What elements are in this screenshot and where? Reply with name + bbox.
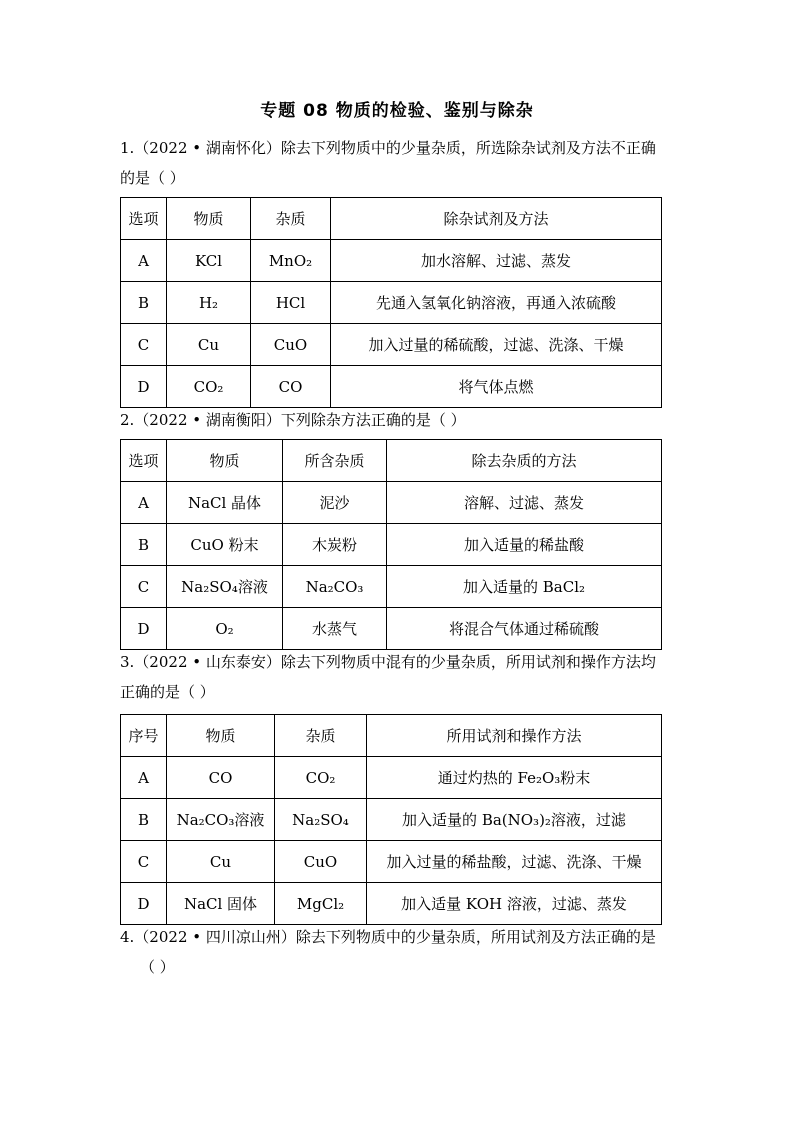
table-cell: C	[121, 841, 167, 883]
question-1	[120, 133, 685, 193]
table-cell: O₂	[167, 608, 283, 650]
table-row	[121, 524, 662, 566]
table-cell: 加入适量的 Ba(NO₃)₂溶液，过滤	[367, 799, 662, 841]
table-cell: CO	[167, 757, 275, 799]
table-cell: 先通入氢氧化钠溶液，再通入浓硫酸	[331, 282, 662, 324]
table-header-cell: 杂质	[275, 715, 367, 757]
table-cell: 水蒸气	[283, 608, 387, 650]
table-cell: 加入过量的稀硫酸，过滤、洗涤、干燥	[331, 324, 662, 366]
question-1-stem-line2: 的是（ ）	[120, 169, 185, 187]
table-header-cell: 所含杂质	[283, 440, 387, 482]
table-cell: 将混合气体通过稀硫酸	[387, 608, 662, 650]
page-title: 专题 08 物质的检验、鉴别与除杂	[260, 101, 534, 121]
table-cell: D	[121, 366, 167, 408]
table-cell: A	[121, 240, 167, 282]
table-cell: 加入适量的稀盐酸	[387, 524, 662, 566]
table-row	[121, 240, 662, 282]
table-cell: CO	[251, 366, 331, 408]
table-row	[121, 883, 662, 925]
table-cell: KCl	[167, 240, 251, 282]
table-header-cell: 选项	[121, 198, 167, 240]
table-cell: B	[121, 282, 167, 324]
table-header-cell: 选项	[121, 440, 167, 482]
table-cell: B	[121, 524, 167, 566]
table-header-cell: 物质	[167, 440, 283, 482]
table-row	[121, 757, 662, 799]
table-cell: D	[121, 608, 167, 650]
table-row	[121, 799, 662, 841]
table-cell: CO₂	[275, 757, 367, 799]
table-cell: CuO 粉末	[167, 524, 283, 566]
table-header-row	[121, 715, 662, 757]
question-3-stem-line1: 3.（2022 • 山东泰安）除去下列物质中混有的少量杂质，所用试剂和操作方法均	[120, 653, 656, 671]
table-cell: CuO	[251, 324, 331, 366]
table-cell: Na₂CO₃溶液	[167, 799, 275, 841]
table-cell: CuO	[275, 841, 367, 883]
table-cell: 木炭粉	[283, 524, 387, 566]
table-cell: C	[121, 324, 167, 366]
table-cell: 溶解、过滤、蒸发	[387, 482, 662, 524]
table-row	[121, 282, 662, 324]
table-cell: 加入过量的稀盐酸，过滤、洗涤、干燥	[367, 841, 662, 883]
table-cell: Na₂CO₃	[283, 566, 387, 608]
table-cell: MgCl₂	[275, 883, 367, 925]
table-header-row	[121, 198, 662, 240]
table-cell: 通过灼热的 Fe₂O₃粉末	[367, 757, 662, 799]
table-cell: HCl	[251, 282, 331, 324]
table-header-cell: 杂质	[251, 198, 331, 240]
table-cell: 加水溶解、过滤、蒸发	[331, 240, 662, 282]
table-cell: D	[121, 883, 167, 925]
table-header-cell: 除去杂质的方法	[387, 440, 662, 482]
question-2-stem-line1: 2.（2022 • 湖南衡阳）下列除杂方法正确的是（ ）	[120, 411, 466, 429]
table-cell: CO₂	[167, 366, 251, 408]
table-cell: 将气体点燃	[331, 366, 662, 408]
table-row	[121, 324, 662, 366]
table-cell: B	[121, 799, 167, 841]
table-row	[121, 482, 662, 524]
table-cell: 泥沙	[283, 482, 387, 524]
question-3-stem-line2: 正确的是（ ）	[120, 683, 215, 701]
question-3-table	[120, 714, 662, 925]
table-cell: Na₂SO₄	[275, 799, 367, 841]
question-3	[120, 647, 685, 707]
table-cell: Na₂SO₄溶液	[167, 566, 283, 608]
table-header-row	[121, 440, 662, 482]
table-cell: A	[121, 482, 167, 524]
question-2	[120, 405, 685, 435]
table-cell: NaCl 晶体	[167, 482, 283, 524]
table-cell: H₂	[167, 282, 251, 324]
table-cell: 加入适量 KOH 溶液，过滤、蒸发	[367, 883, 662, 925]
table-cell: MnO₂	[251, 240, 331, 282]
table-header-cell: 物质	[167, 715, 275, 757]
table-header-cell: 所用试剂和操作方法	[367, 715, 662, 757]
question-1-table	[120, 197, 662, 408]
table-cell: Cu	[167, 324, 251, 366]
table-cell: Cu	[167, 841, 275, 883]
question-2-table	[120, 439, 662, 650]
table-cell: 加入适量的 BaCl₂	[387, 566, 662, 608]
table-cell: NaCl 固体	[167, 883, 275, 925]
table-header-cell: 序号	[121, 715, 167, 757]
question-4-stem-line2: （ ）	[140, 958, 175, 976]
table-row	[121, 566, 662, 608]
table-cell: C	[121, 566, 167, 608]
table-row	[121, 608, 662, 650]
table-header-cell: 除杂试剂及方法	[331, 198, 662, 240]
table-row	[121, 366, 662, 408]
question-4	[120, 922, 685, 982]
question-1-stem-line1: 1.（2022 • 湖南怀化）除去下列物质中的少量杂质，所选除杂试剂及方法不正确	[120, 139, 656, 157]
question-4-stem-line1: 4.（2022 • 四川凉山州）除去下列物质中的少量杂质，所用试剂及方法正确的是	[120, 928, 656, 946]
table-row	[121, 841, 662, 883]
table-cell: A	[121, 757, 167, 799]
table-header-cell: 物质	[167, 198, 251, 240]
